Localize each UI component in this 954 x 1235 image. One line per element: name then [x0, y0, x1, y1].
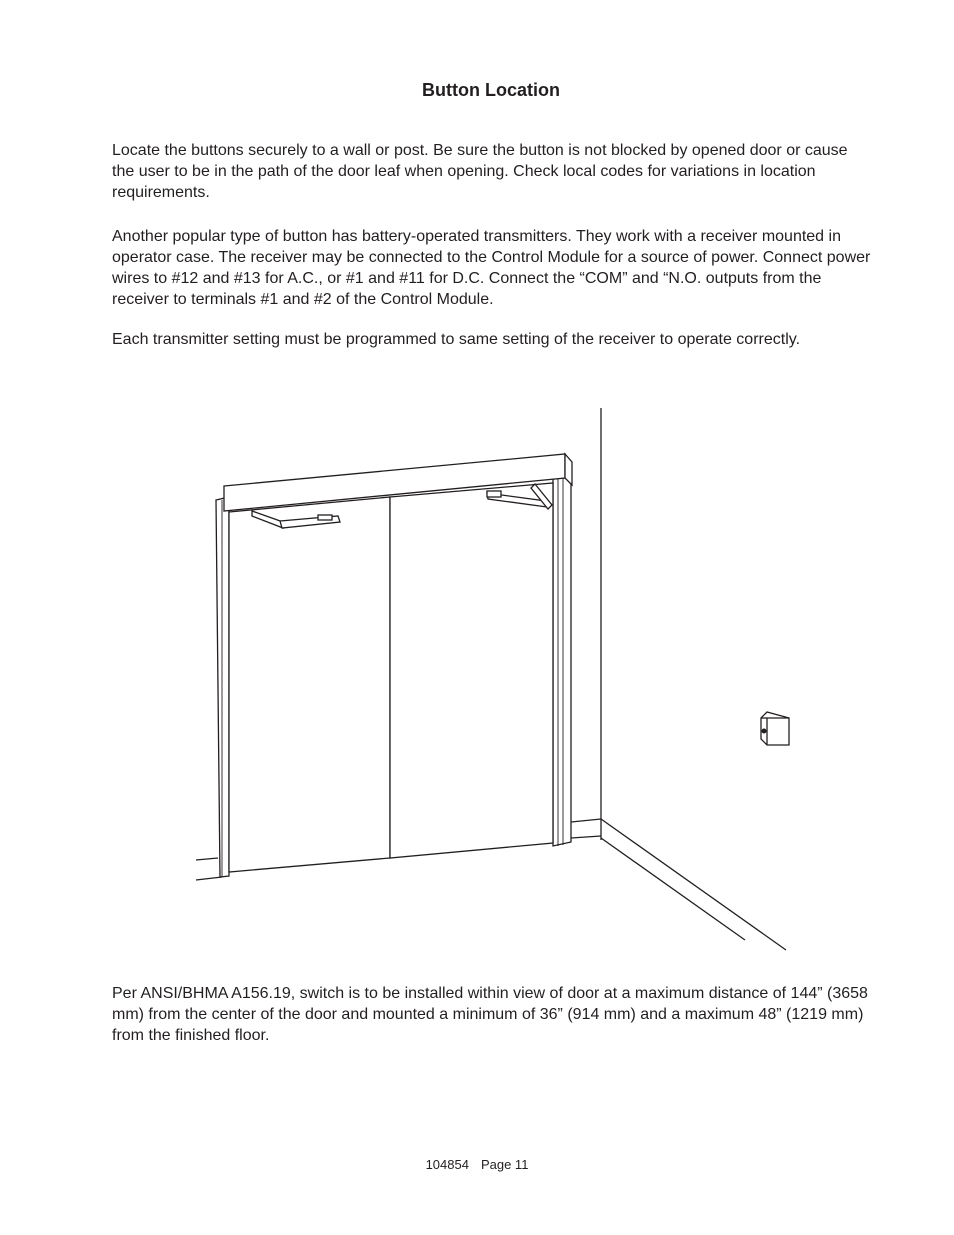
paragraph-transmitters: Another popular type of button has battery-operated transmitters. They work with a receiver mounted in operator case. The receiver may be connected to the Control Module for a source of power. Connect power wires to #12 and #13 for A.C., or #1 and #11 for D.C. Connect the “COM” and “N.O. outputs from the receiver to terminals #1 and #2 of the Control Module.: [112, 228, 871, 308]
left-floor-line: [196, 877, 222, 880]
paragraph-ansi-requirements: Per ANSI/BHMA A156.19, switch is to be installed within view of door at a maximum distance of 144” (3658 mm) from the center of the door and mounted a minimum of 36” (914 mm) and a maximum 48” (1219 mm) from the finished floor.: [112, 985, 868, 1044]
page-number: Page 11: [480, 1157, 529, 1172]
floor-edge-upper: [601, 819, 786, 950]
page-footer: [0, 1157, 954, 1172]
right-door-leaf: [390, 483, 553, 858]
document-number: 104854: [425, 1157, 469, 1172]
right-jamb: [553, 466, 571, 846]
left-baseboard-top: [196, 858, 218, 860]
baseboard-bottom: [571, 836, 601, 838]
section-title: Button Location: [422, 80, 560, 100]
paragraph-button-placement: Locate the buttons securely to a wall or post. Be sure the button is not blocked by opened door or cause the user to be in the path of the door leaf when opening. Check local codes for variations in location requirements.: [112, 142, 848, 201]
wall-push-button: [761, 712, 789, 745]
left-jamb: [216, 497, 229, 877]
baseboard-top: [571, 819, 601, 822]
left-door-leaf: [229, 497, 390, 872]
button-symbol-icon: [762, 729, 767, 734]
floor-edge-lower: [601, 838, 745, 940]
paragraph-programming: Each transmitter setting must be programmed to same setting of the receiver to operate correctly.: [112, 331, 801, 348]
